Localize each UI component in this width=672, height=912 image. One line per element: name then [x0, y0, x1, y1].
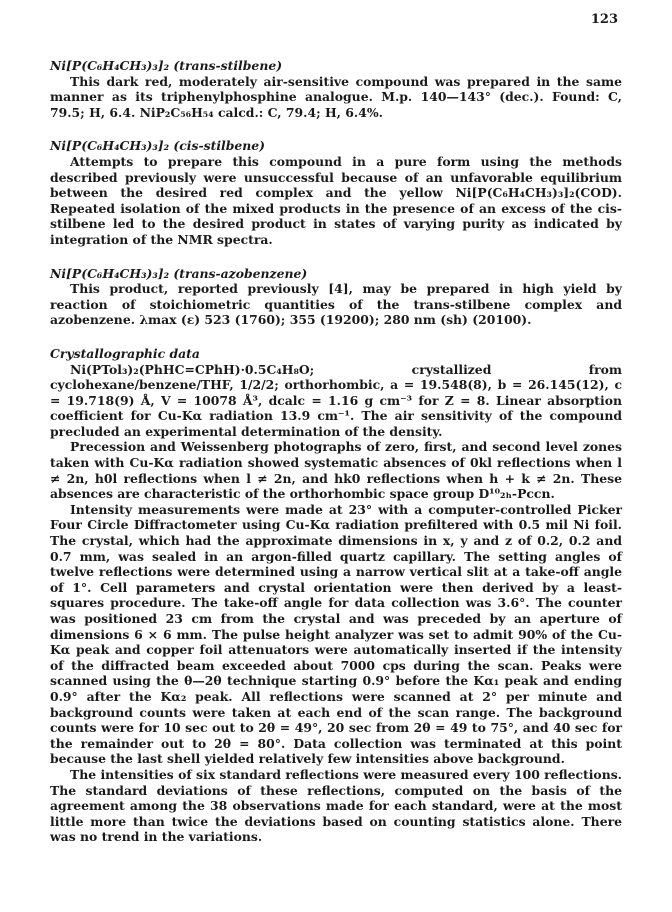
page-number: 123 — [590, 12, 618, 27]
paragraph: Attempts to prepare this compound in a pure form using the methods described previously were unsuccessful because of an unfavorable equilibrium between the desired red complex and the yellow Ni[P(C₆H₄CH₃)₃]₂(COD). Repeated isolation of the mixed products in the presence of an excess of the cis-stilbene led to the desired product in states of varying purity as indicated by integration of the NMR spectra. — [50, 153, 622, 247]
article-body — [50, 58, 622, 855]
section-cis-stilbene — [50, 138, 622, 247]
section-trans-stilbene — [50, 58, 622, 120]
paragraph: Intensity measurements were made at 23° with a computer-controlled Picker Four Circle Diffractometer using Cu-Kα radiation prefiltered with 0.5 mil Ni foil. The crystal, which had the approximate dimensions in x, y and z of 0.2, 0.2 and 0.7 mm, was sealed in an argon-filled quartz capillary. The setting angles of twelve reflections were determined using a narrow vertical slit at a take-off angle of 1°. Cell parameters and crystal orientation were then derived by a least-squares procedure. The take-off angle for data collection was 3.6°. The counter was positioned 23 cm from the crystal and was preceded by an aperture of dimensions 6 × 6 mm. The pulse height analyzer was set to admit 90% of the Cu-Kα peak and copper foil attenuators were automatically inserted if the intensity of the diffracted beam exceeded about 7000 cps during the scan. Peaks were scanned using the θ—2θ technique starting 0.9° before the Kα₁ peak and ending 0.9° after the Kα₂ peak. All reflections were scanned at 2° per minute and background counts were taken at each end of the scan range. The background counts were for 10 sec out to 2θ = 49°, 20 sec from 2θ = 49 to 75°, and 40 sec for the remainder out to 2θ = 80°. Data collection was terminated at this point because the last shell yielded relatively few intensities above background. — [50, 501, 622, 767]
section-heading: Ni[P(C₆H₄CH₃)₃]₂ (trans-stilbene) — [50, 58, 283, 73]
section-crystallographic-data — [50, 346, 622, 845]
section-heading: Ni[P(C₆H₄CH₃)₃]₂ (trans-azobenzene) — [50, 265, 308, 281]
paragraph: Precession and Weissenberg photographs of zero, first, and second level zones taken with Cu-Kα radiation showed systematic absences of 0kl reflections when l ≠ 2n, h0l reflections when l ≠ 2n, and hk0 reflections when h + k ≠ 2n. These absences are characteristic of the orthorhombic space group D¹⁰₂ₕ-Pccn. — [50, 439, 622, 502]
section-heading: Crystallographic data — [50, 345, 200, 361]
paragraph: This dark red, moderately air-sensitive compound was prepared in the same manner as its triphenylphosphine analogue. M.p. 140—143° (dec.). Found: C, 79.5; H, 6.4. NiP₂C₅₆H₅₄ calcd.: C, 79.4; H, 6.4%. — [50, 73, 622, 120]
section-trans-azobenzene — [50, 266, 622, 328]
paragraph: Ni(PTol₃)₂(PhHC=CPhH)·0.5C₄H₈O; crystallized from cyclohexane/benzene/THF, 1/2/2; orthorhombic, a = 19.548(8), b = 26.145(12), c = 19.718(9) Å, V = 10078 Å³, dcalc = 1.16 g cm⁻³ for Z = 8. Linear absorption coefficient for Cu-Kα radiation 13.9 cm⁻¹. The air sensitivity of the compound precluded an experimental determination of the density. — [50, 361, 622, 439]
section-heading: Ni[P(C₆H₄CH₃)₃]₂ (cis-stilbene) — [50, 138, 266, 154]
paragraph: This product, reported previously [4], may be prepared in high yield by reaction of stoichiometric quantities of the trans-stilbene complex and azobenzene. λmax (ε) 523 (1760); 355 (19200); 280 nm (sh) (20100). — [50, 281, 622, 328]
paragraph: The intensities of six standard reflections were measured every 100 reflections. The standard deviations of these reflections, computed on the basis of the agreement among the 38 observations made for each standard, were at the most little more than twice the deviations based on counting statistics alone. There was no trend in the variations. — [50, 766, 622, 845]
